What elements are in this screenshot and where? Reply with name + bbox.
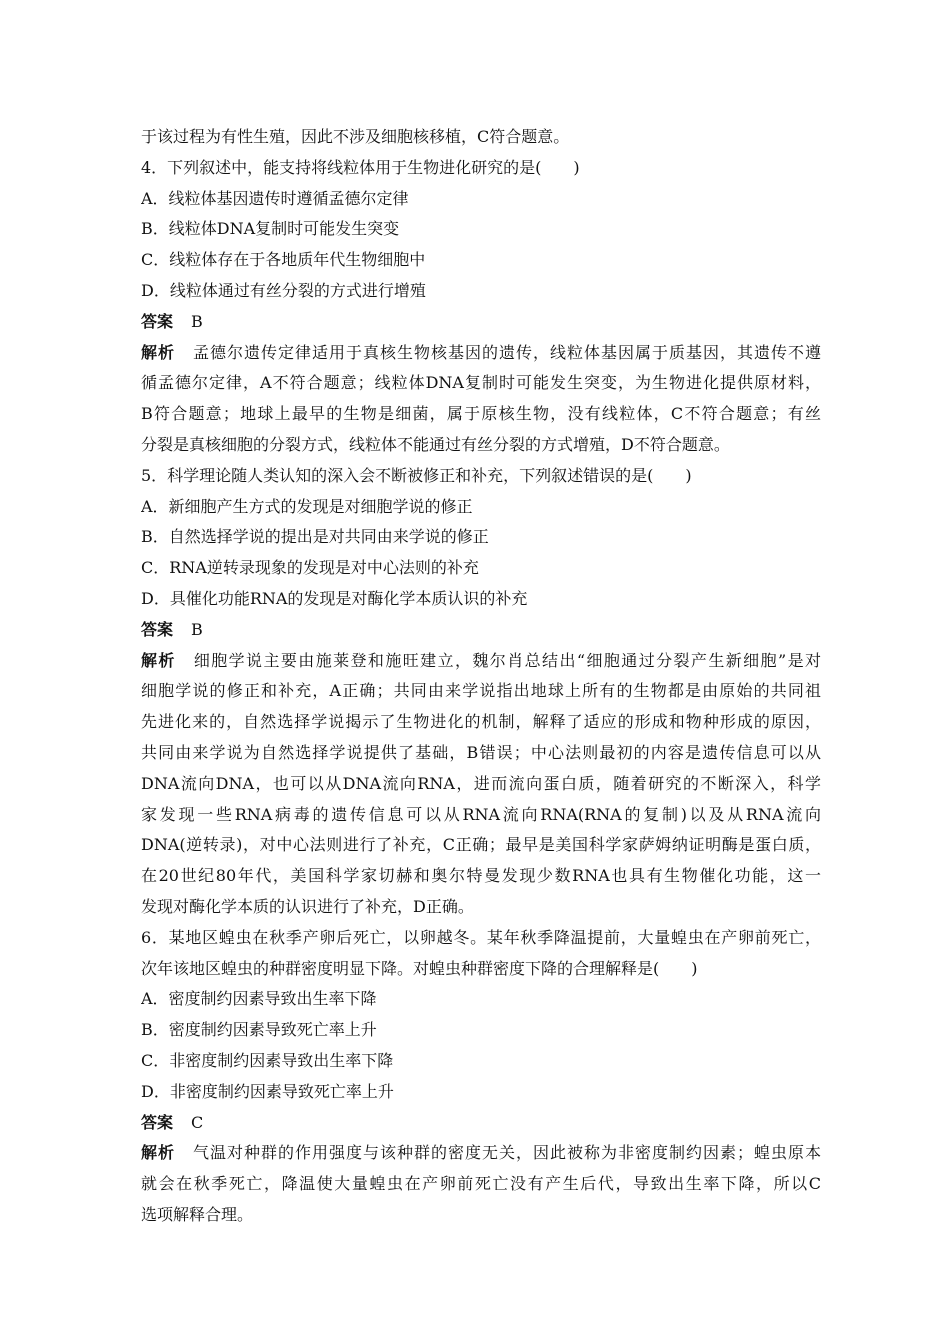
option-d: D．非密度制约因素导致死亡率上升 (141, 1081, 394, 1101)
question-stem: 次年该地区蝗虫的种群密度明显下降。对蝗虫种群密度下降的合理解释是( ) (141, 958, 698, 978)
analysis-text: 孟德尔遗传定律适用于真核生物核基因的遗传，线粒体基因属于质基因，其遗传不遵 (193, 342, 821, 362)
question-5 (141, 461, 821, 923)
question-stem: 4．下列叙述中，能支持将线粒体用于生物进化研究的是( ) (141, 157, 580, 177)
analysis-line: 家发现一些RNA病毒的遗传信息可以从RNA流向RNA(RNA的复制)以及从RNA流向 (141, 804, 821, 824)
analysis-line: 发现对酶化学本质的认识进行了补充，D正确。 (141, 896, 474, 916)
answer-row (141, 1108, 821, 1139)
option-d: D．具催化功能RNA的发现是对酶化学本质认识的补充 (141, 588, 528, 608)
option-b: B．线粒体DNA复制时可能发生突变 (141, 219, 400, 239)
option-c: C．非密度制约因素导致出生率下降 (141, 1050, 394, 1070)
option-b: B．自然选择学说的提出是对共同由来学说的修正 (141, 527, 489, 547)
analysis-line (141, 338, 821, 369)
answer-value: B (191, 311, 203, 331)
question-stem: 5．科学理论随人类认知的深入会不断被修正和补充，下列叙述错误的是( ) (141, 465, 692, 485)
option-c: C．RNA逆转录现象的发现是对中心法则的补充 (141, 558, 479, 578)
analysis-line: 在20世纪80年代，美国科学家切赫和奥尔特曼发现少数RNA也具有生物催化功能，这一 (141, 866, 821, 886)
analysis-text: 细胞学说主要由施莱登和施旺建立，魏尔肖总结出“细胞通过分裂产生新细胞”是对 (193, 650, 821, 670)
question-4 (141, 153, 821, 461)
analysis-label: 解析 (141, 650, 176, 670)
answer-value: B (191, 619, 203, 639)
analysis-line: B符合题意；地球上最早的生物是细菌，属于原核生物，没有线粒体，C不符合题意；有丝 (141, 404, 821, 424)
answer-label: 答案 (141, 311, 174, 331)
analysis-line: 细胞学说的修正和补充，A正确；共同由来学说指出地球上所有的生物都是由原始的共同祖 (141, 681, 821, 701)
option-a: A．新细胞产生方式的发现是对细胞学说的修正 (141, 496, 473, 516)
question-6 (141, 923, 821, 1231)
analysis-line: 循孟德尔定律，A不符合题意；线粒体DNA复制时可能发生突变，为生物进化提供原材料， (141, 373, 821, 393)
analysis-line: 共同由来学说为自然选择学说提供了基础，B错误；中心法则最初的内容是遗传信息可以从 (141, 742, 821, 762)
analysis-line: 选项解释合理。 (141, 1204, 254, 1224)
option-c: C．线粒体存在于各地质年代生物细胞中 (141, 250, 426, 270)
answer-label: 答案 (141, 619, 174, 639)
analysis-line (141, 1138, 821, 1169)
answer-row (141, 615, 821, 646)
analysis-line: 先进化来的，自然选择学说揭示了生物进化的机制，解释了适应的形成和物种形成的原因， (141, 712, 821, 732)
analysis-line: 分裂是真核细胞的分裂方式，线粒体不能通过有丝分裂的方式增殖，D不符合题意。 (141, 434, 730, 454)
previous-analysis-tail: 于该过程为有性生殖，因此不涉及细胞核移植，C符合题意。 (141, 127, 570, 146)
analysis-line: 就会在秋季死亡，降温使大量蝗虫在产卵前死亡没有产生后代，导致出生率下降，所以C (141, 1174, 821, 1194)
analysis-line (141, 646, 821, 677)
analysis-line: DNA流向DNA，也可以从DNA流向RNA，进而流向蛋白质，随着研究的不断深入，科学 (141, 773, 821, 793)
option-d: D．线粒体通过有丝分裂的方式进行增殖 (141, 280, 426, 300)
answer-label: 答案 (141, 1112, 174, 1132)
option-a: A．密度制约因素导致出生率下降 (141, 989, 377, 1009)
option-b: B．密度制约因素导致死亡率上升 (141, 1020, 377, 1040)
analysis-line: DNA(逆转录)，对中心法则进行了补充，C正确；最早是美国科学家萨姆纳证明酶是蛋白质， (141, 835, 821, 855)
question-stem: 6．某地区蝗虫在秋季产卵后死亡，以卵越冬。某年秋季降温提前，大量蝗虫在产卵前死亡， (141, 927, 821, 947)
analysis-label: 解析 (141, 342, 175, 362)
answer-value: C (191, 1112, 204, 1132)
analysis-label: 解析 (141, 1143, 175, 1163)
analysis-text: 气温对种群的作用强度与该种群的密度无关，因此被称为非密度制约因素；蝗虫原本 (193, 1143, 821, 1163)
answer-row (141, 307, 821, 338)
page-content (141, 122, 821, 1231)
option-a: A．线粒体基因遗传时遵循孟德尔定律 (141, 188, 409, 208)
